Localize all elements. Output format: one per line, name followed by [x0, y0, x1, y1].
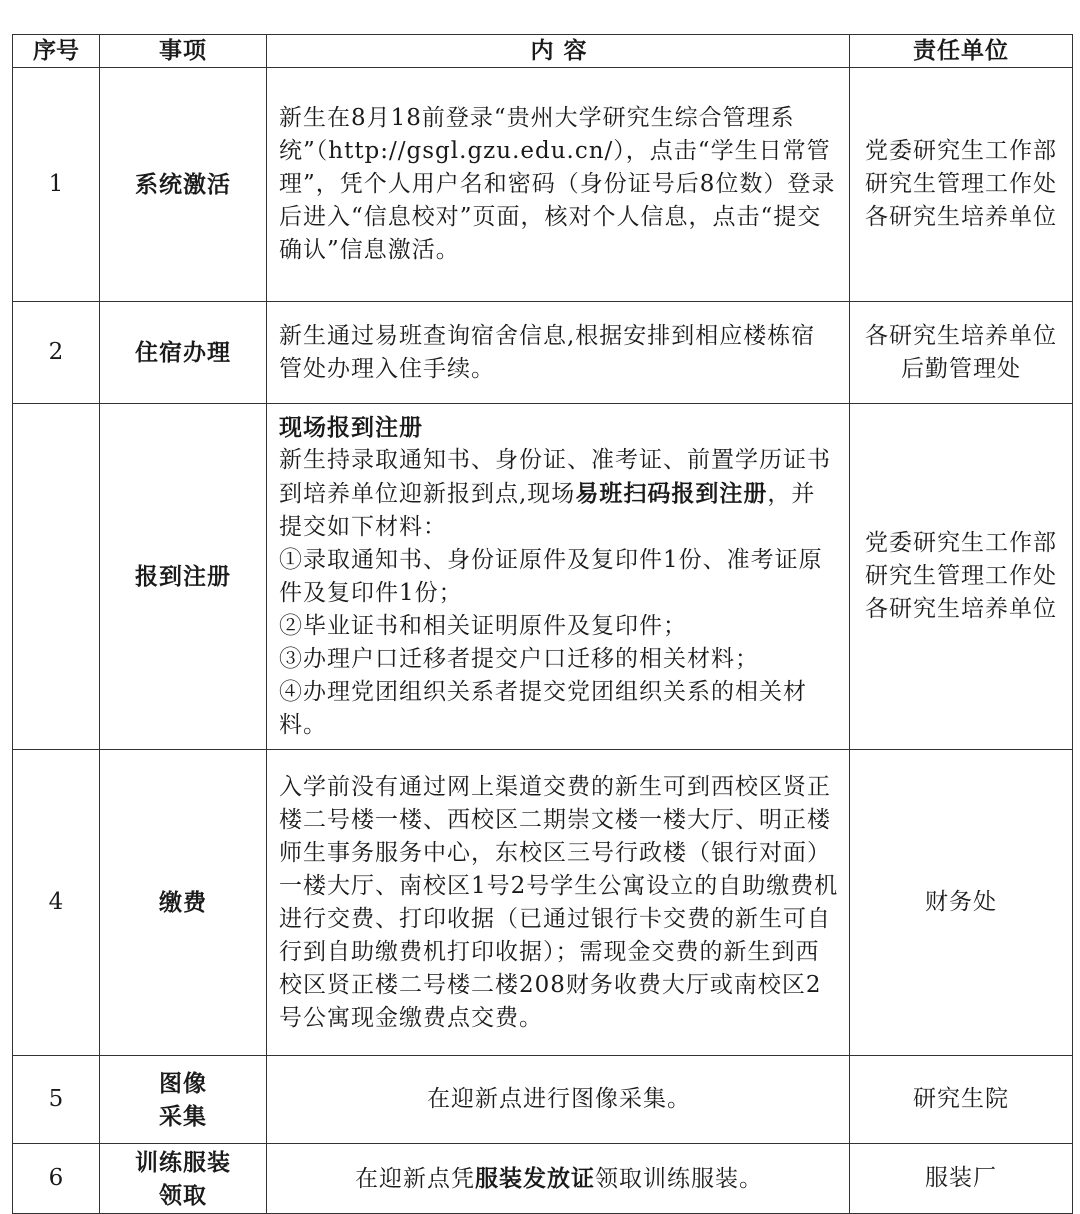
header-unit: 责任单位 — [850, 35, 1073, 68]
content-subtitle: 现场报到注册 — [279, 414, 423, 441]
unit-line: 各研究生培养单位 — [865, 322, 1057, 349]
row-number: 1 — [13, 68, 100, 302]
unit-line: 研究生管理工作处 — [865, 563, 1057, 589]
table-row — [13, 750, 1073, 1056]
content-text: 新生持录取通知书、身份证、准考证、前置学历证书到培养单位迎新报到点,现场 — [279, 447, 831, 507]
unit-line: 服装厂 — [925, 1165, 997, 1191]
header-item: 事项 — [100, 35, 267, 68]
row-unit — [850, 404, 1073, 750]
row-item: 系统激活 — [100, 68, 267, 302]
row-number: 6 — [13, 1144, 100, 1214]
row-item — [100, 1056, 267, 1144]
row-number: 4 — [13, 750, 100, 1056]
row-content: 新生在8月18前登录“贵州大学研究生综合管理系统”（http://gsgl.gzu.edu.cn/），点击“学生日常管理”，凭个人用户名和密码（身份证号后8位数）登录后进入“信息校对”页面，核对个人信息，点击“提交确认”信息激活。 — [267, 68, 850, 302]
unit-line: 党委研究生工作部 — [865, 138, 1057, 164]
item-line: 领取 — [159, 1181, 207, 1209]
table-header-row — [13, 35, 1073, 68]
table-row — [13, 1056, 1073, 1144]
row-content: 在迎新点进行图像采集。 — [267, 1056, 850, 1144]
unit-line: 各研究生培养单位 — [865, 204, 1057, 230]
row-item: 缴费 — [100, 750, 267, 1056]
row-item: 报到注册 — [100, 404, 267, 750]
row-content: 新生通过易班查询宿舍信息,根据安排到相应楼栋宿管处办理入住手续。 — [267, 302, 850, 404]
row-unit — [850, 68, 1073, 302]
table-row — [13, 404, 1073, 750]
unit-line: 党委研究生工作部 — [865, 530, 1057, 556]
table-row — [13, 1144, 1073, 1214]
unit-line: 研究生院 — [913, 1086, 1009, 1112]
row-content — [267, 404, 850, 750]
item-line: 训练服装 — [135, 1148, 231, 1176]
unit-line: 财务处 — [925, 889, 997, 915]
unit-line: 研究生管理工作处 — [865, 171, 1057, 197]
table-row — [13, 302, 1073, 404]
material-item: ③办理户口迁移者提交户口迁移的相关材料； — [279, 646, 759, 672]
row-number: 5 — [13, 1056, 100, 1144]
row-number — [13, 404, 100, 750]
table-row — [13, 68, 1073, 302]
item-line: 图像 — [159, 1069, 207, 1097]
content-text: 领取训练服装。 — [595, 1165, 763, 1192]
content-emphasis: 易班扫码报到注册 — [575, 480, 768, 507]
header-content: 内 容 — [267, 35, 850, 68]
unit-line: 各研究生培养单位 — [865, 596, 1057, 622]
content-text: ，并提交如下材料： — [279, 481, 816, 540]
row-unit — [850, 750, 1073, 1056]
document — [12, 34, 1073, 1214]
row-unit — [850, 302, 1073, 404]
unit-line: 后勤管理处 — [901, 355, 1021, 382]
row-content: 入学前没有通过网上渠道交费的新生可到西校区贤正楼二号楼一楼、西校区二期崇文楼一楼大厅、明正楼师生事务服务中心，东校区三号行政楼（银行对面）一楼大厅、南校区1号2号学生公寓设立的自助缴费机进行交费、打印收据（已通过银行卡交费的新生可自行到自助缴费机打印收据）；需现金交费的新生到西校区贤正楼二号楼二楼208财务收费大厅或南校区2号公寓现金缴费点交费。 — [267, 750, 850, 1056]
header-no: 序号 — [13, 35, 100, 68]
material-item: ②毕业证书和相关证明原件及复印件； — [279, 613, 687, 639]
row-item — [100, 1144, 267, 1214]
enrollment-procedure-table — [12, 34, 1073, 1214]
content-text: 在迎新点凭 — [355, 1165, 475, 1192]
row-unit — [850, 1144, 1073, 1214]
row-content — [267, 1144, 850, 1214]
row-number: 2 — [13, 302, 100, 404]
row-item: 住宿办理 — [100, 302, 267, 404]
content-emphasis: 服装发放证 — [475, 1164, 595, 1192]
material-item: ④办理党团组织关系者提交党团组织关系的相关材料。 — [279, 679, 807, 738]
row-unit — [850, 1056, 1073, 1144]
item-line: 采集 — [159, 1102, 207, 1130]
material-item: ①录取通知书、身份证原件及复印件1份、准考证原件及复印件1份； — [279, 547, 823, 606]
